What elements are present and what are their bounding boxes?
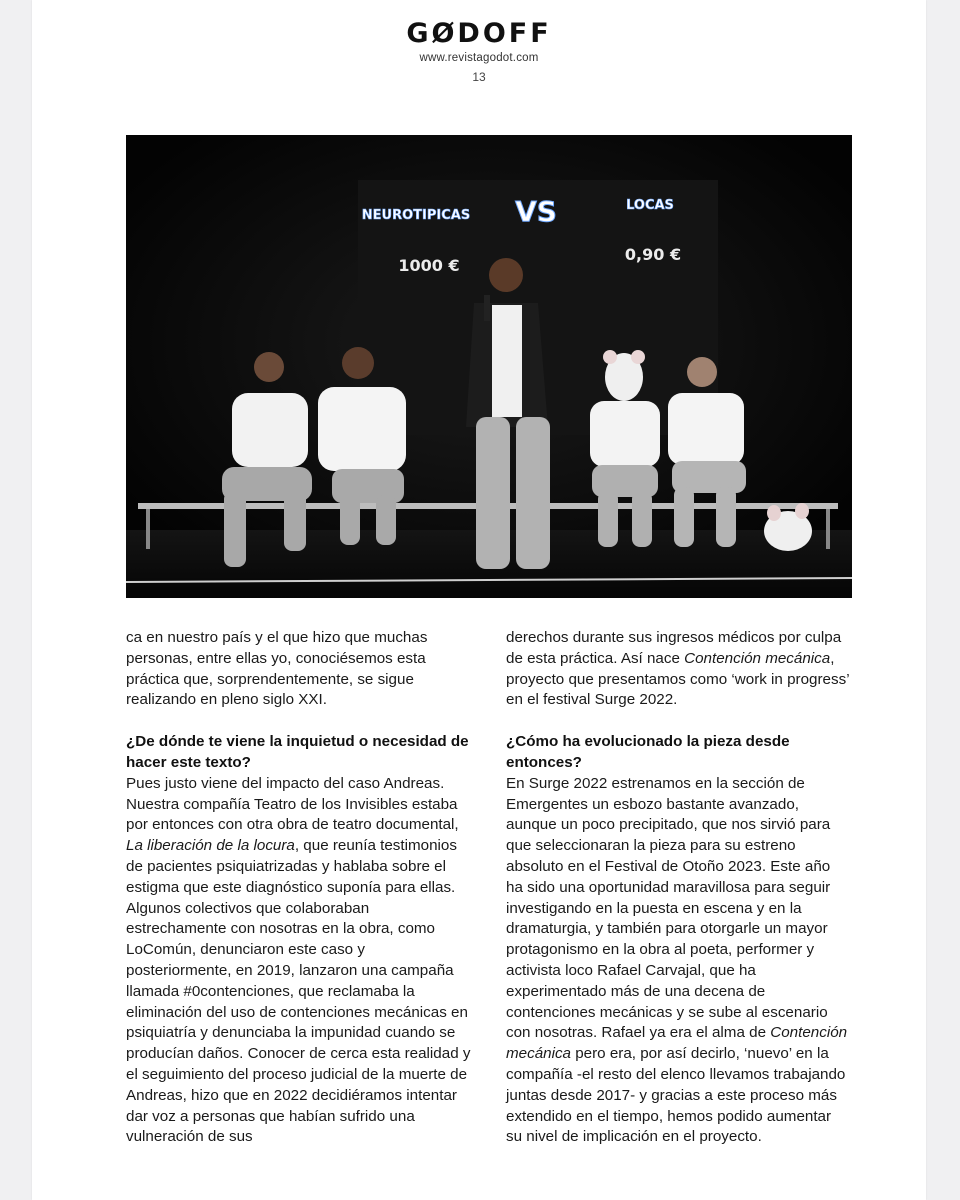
screen-right-label: LOCAS bbox=[626, 198, 674, 213]
magazine-url[interactable]: www.revistagodot.com bbox=[419, 52, 539, 64]
screen-right-price: 0,90 € bbox=[624, 245, 682, 264]
stage-photo bbox=[126, 135, 852, 598]
play-title-italic: La liberación de la locura bbox=[126, 837, 295, 855]
answer-2-text-b: pero era, por así decirlo, ‘nuevo’ en la compañía -el resto del elenco llevamos trabajando juntas desde 2017- y gracias a este proceso más extendido en el tiempo, hemos podido aumentar su nivel de implicación en el proyecto. bbox=[506, 1045, 846, 1146]
para-1-text-b: , proyecto que presentamos como ‘work in progress’ en el festival Surge 2022. bbox=[506, 649, 850, 709]
masthead bbox=[32, 18, 926, 84]
interview-answer-1 bbox=[126, 774, 471, 1148]
answer-1-text-b: , que reunía testimonios de pacientes psiquiatrizadas y hablaba sobre el estigma que este diagnóstico suponía para ellas. Algunos colectivos que colaboraban estrechamente con nosotras en la obra, como LoComún, denunciaron este caso y posteriormente, en 2019, lanzaron una campaña llamada #0contenciones, que reclamaba la eliminación del uso de contenciones mecánicas en psiquiatría y denunciaba la impunidad cuando se producían daños. Conocer de cerca esta realidad y el seguimiento del proceso judicial de la muerte de Andreas, hizo que en 2022 decidiéramos intentar dar voz a personas que habían sufrido una vulneración de sus bbox=[126, 837, 471, 1146]
article-column-right bbox=[506, 628, 851, 1148]
paragraph-continuation bbox=[506, 628, 851, 711]
magazine-logo[interactable]: GØDOFF bbox=[406, 18, 552, 49]
interview-answer-2 bbox=[506, 774, 851, 1148]
screen-vs: VS bbox=[515, 195, 557, 228]
article-column-left bbox=[126, 628, 471, 1148]
magazine-page bbox=[32, 0, 926, 1200]
para-1-text-a: derechos durante sus ingresos médicos por culpa de esta práctica. Así nace bbox=[506, 629, 842, 667]
play-title-italic: Contención mecánica bbox=[684, 649, 831, 667]
paragraph-intro: ca en nuestro país y el que hizo que muchas personas, entre ellas yo, conociésemos esta práctica que, sorprendentemente, se sigue realizando en pleno siglo XXI. bbox=[126, 629, 428, 709]
answer-1-text-a: Pues justo viene del impacto del caso Andreas. Nuestra compañía Teatro de los Invisibles estaba por entonces con otra obra de teatro documental, bbox=[126, 774, 459, 834]
page-number: 13 bbox=[472, 70, 486, 84]
play-title-italic: Contención mecánica bbox=[506, 1024, 848, 1063]
interview-question-1: ¿De dónde te viene la inquietud o necesidad de hacer este texto? bbox=[126, 733, 469, 771]
screen-left-label: NEUROTIPICAS bbox=[361, 208, 471, 223]
interview-question-2: ¿Cómo ha evolucionado la pieza desde entonces? bbox=[506, 733, 790, 771]
screen-left-price: 1000 € bbox=[398, 256, 460, 275]
answer-2-text-a: En Surge 2022 estrenamos en la sección de Emergentes un esbozo bastante avanzado, aunque un poco precipitado, que nos sirvió para que seleccionaran la pieza para su estreno absoluto en el Festival de Otoño 2023. Este año ha sido una oportunidad maravillosa para seguir investigando en la puesta en escena y en la dramaturgia, y también para otorgarle un mayor protagonismo en la obra al poeta, performer y activista loco Rafael Carvajal, que ha experimentado más de una decena de contenciones mecánicas y se sube al escenario con nosotras. Rafael ya era el alma de bbox=[506, 774, 831, 1042]
performer-standing-speaker bbox=[466, 258, 550, 569]
